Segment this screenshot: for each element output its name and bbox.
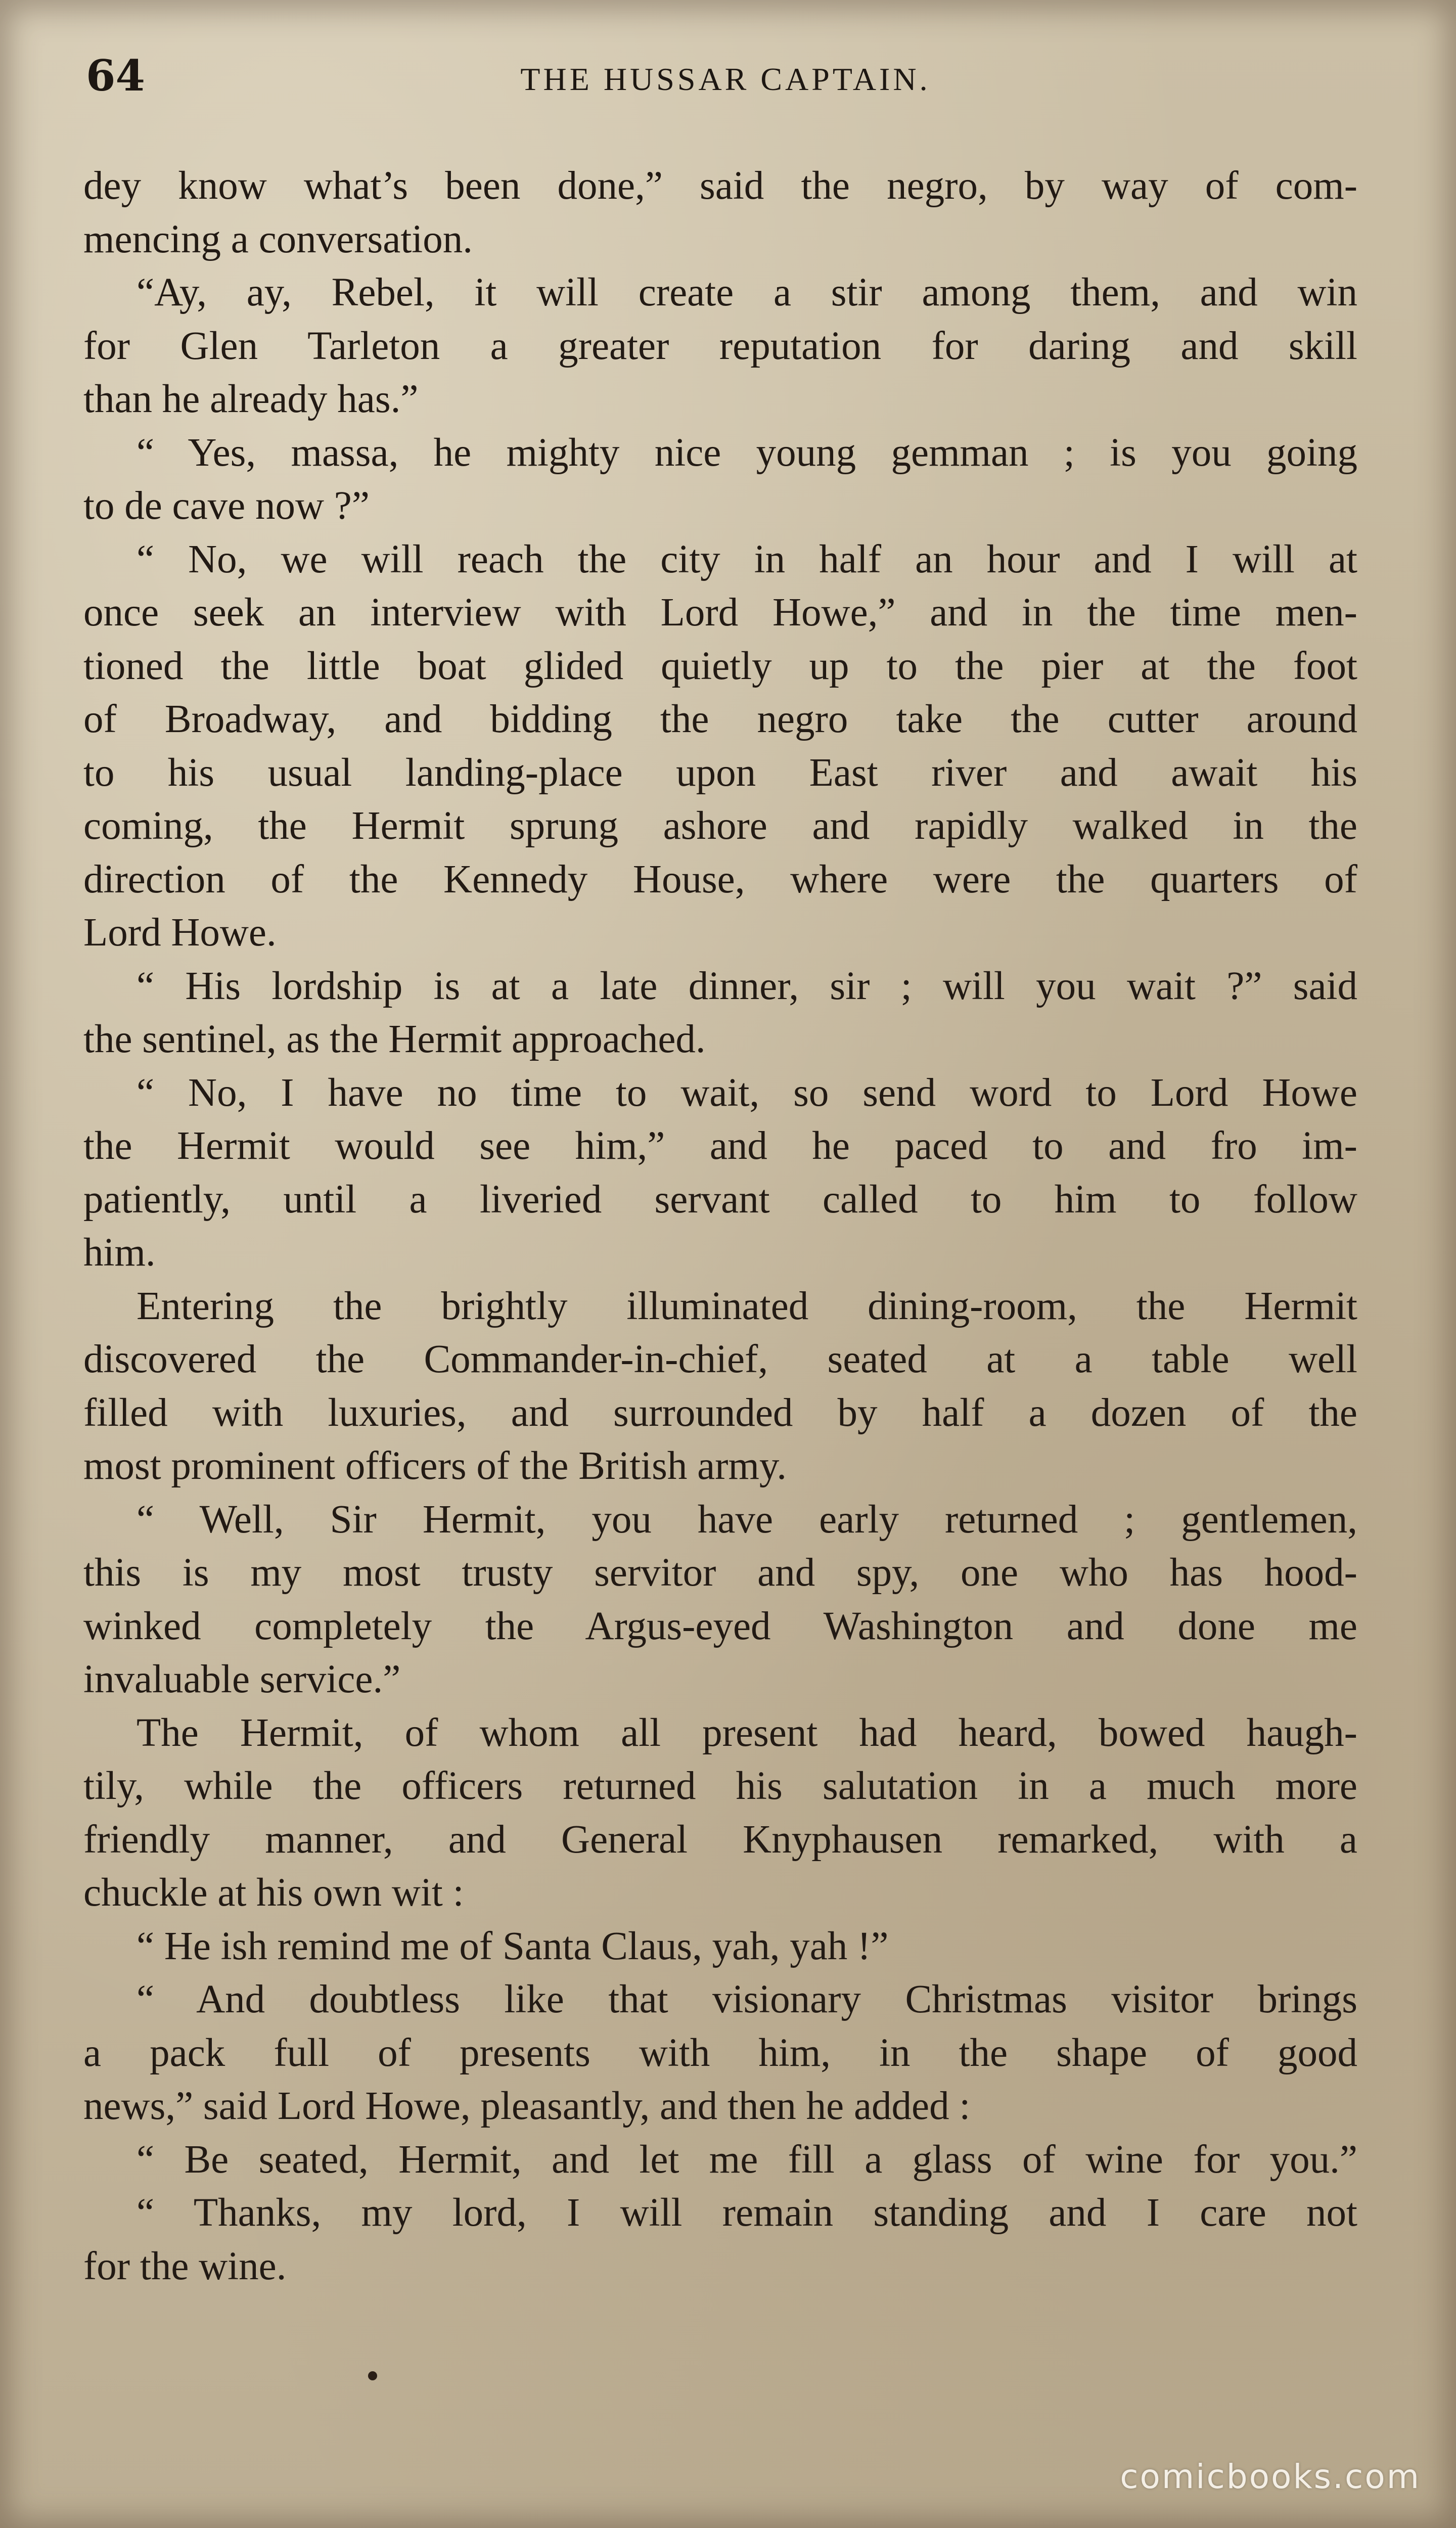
text-line: “ Yes, massa, he mighty nice young gemman ; is you going: [136, 430, 1357, 475]
text-line: this is my most trusty servitor and spy, one who has hood-: [83, 1551, 1357, 1595]
text-line: a pack full of presents with him, in the shape of good: [83, 2030, 1357, 2075]
body-text: [83, 159, 1357, 2293]
text-line: “ He ish remind me of Santa Claus, yah, yah !”: [136, 1924, 889, 1968]
text-line: “ Be seated, Hermit, and let me fill a glass of wine for you.”: [136, 2137, 1357, 2182]
text-line: “ No, we will reach the city in half an hour and I will at: [136, 537, 1357, 581]
text-line: for the wine.: [83, 2244, 287, 2288]
text-line: news,” said Lord Howe, pleasantly, and then he added :: [83, 2084, 971, 2128]
text-line: The Hermit, of whom all present had heard, bowed haugh-: [136, 1710, 1357, 1755]
text-line: “ His lordship is at a late dinner, sir ; will you wait ?” said: [136, 964, 1357, 1008]
text-line: tioned the little boat glided quietly up to the pier at the foot: [83, 644, 1357, 688]
text-line: direction of the Kennedy House, where were the quarters of: [83, 857, 1357, 901]
text-line: for Glen Tarleton a greater reputation for daring and skill: [83, 324, 1357, 368]
text-line: than he already has.”: [83, 377, 419, 421]
text-line: the Hermit would see him,” and he paced to and fro im-: [83, 1124, 1357, 1168]
text-line: coming, the Hermit sprung ashore and rapidly walked in the: [83, 804, 1357, 848]
ink-blot: [368, 2371, 377, 2380]
text-line: discovered the Commander-in-chief, seated at a table well: [83, 1337, 1357, 1381]
text-line: the sentinel, as the Hermit approached.: [83, 1017, 706, 1061]
text-line: of Broadway, and bidding the negro take the cutter around: [83, 697, 1357, 741]
text-line: “Ay, ay, Rebel, it will create a stir among them, and win: [136, 270, 1357, 314]
text-line: winked completely the Argus-eyed Washington and done me: [83, 1604, 1357, 1648]
text-line: chuckle at his own wit :: [83, 1871, 464, 1915]
running-head: [86, 51, 1365, 106]
text-line: tily, while the officers returned his salutation in a much more: [83, 1764, 1357, 1808]
text-line: invaluable service.”: [83, 1657, 401, 1701]
text-line: once seek an interview with Lord Howe,” and in the time men-: [83, 591, 1357, 635]
text-line: “ Thanks, my lord, I will remain standing and I care not: [136, 2191, 1357, 2235]
text-line: most prominent officers of the British army.: [83, 1444, 787, 1488]
text-line: mencing a conversation.: [83, 217, 473, 261]
watermark: comicbooks.com: [1120, 2457, 1421, 2496]
text-line: “ No, I have no time to wait, so send word to Lord Howe: [136, 1070, 1357, 1115]
text-line: Lord Howe.: [83, 911, 277, 955]
text-line: to his usual landing-place upon East river and await his: [83, 750, 1357, 795]
text-line: “ Well, Sir Hermit, you have early returned ; gentlemen,: [136, 1497, 1357, 1542]
text-line: dey know what’s been done,” said the negro, by way of com-: [83, 164, 1357, 208]
text-line: “ And doubtless like that visionary Christmas visitor brings: [136, 1977, 1357, 2021]
text-line: filled with luxuries, and surrounded by half a dozen of the: [83, 1390, 1357, 1435]
text-line: him.: [83, 1231, 156, 1275]
running-title: THE HUSSAR CAPTAIN.: [520, 61, 931, 97]
text-line: Entering the brightly illuminated dining-room, the Hermit: [136, 1284, 1357, 1328]
text-line: to de cave now ?”: [83, 484, 370, 528]
page-number: 64: [86, 51, 145, 101]
text-line: patiently, until a liveried servant called to him to follow: [83, 1177, 1357, 1222]
text-line: friendly manner, and General Knyphausen remarked, with a: [83, 1817, 1357, 1862]
